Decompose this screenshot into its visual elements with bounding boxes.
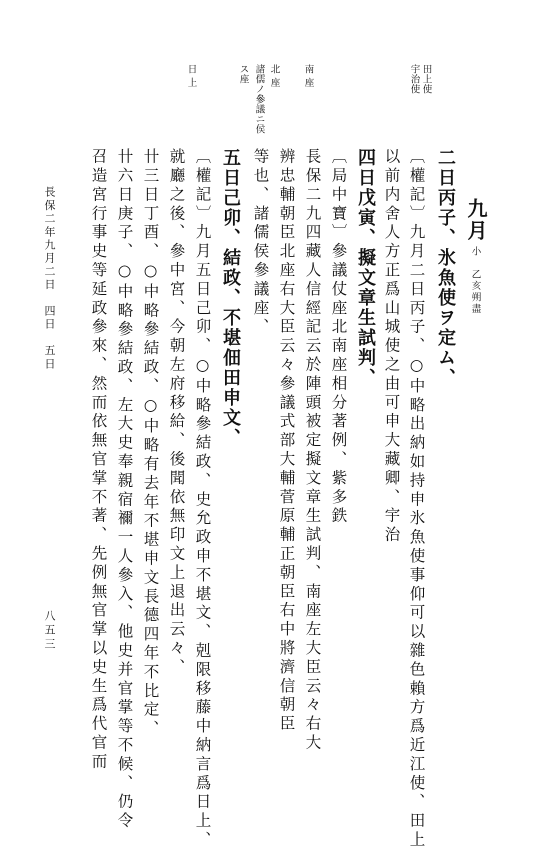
header-note: 田上使 xyxy=(420,64,432,94)
text-column: 就廳之後、參中宮、今朝左府移給、後聞依無印文上退出云々、 xyxy=(167,148,186,678)
entry-heading: 二日丙子、氷魚使ヲ定ム、 xyxy=(435,148,456,388)
header-note: 日上 xyxy=(185,64,197,91)
month-note: 小 乙亥朔盡 xyxy=(469,246,481,315)
text-column: 〔權記〕九月五日己卯、○中略參結政、史允政申不堪文、剋限移藤中納言爲日上、 xyxy=(193,148,212,850)
text-column: 等也、諸儒侯參議座、 xyxy=(251,148,270,337)
text-column: 〔權記〕九月二日丙子、○中略出納如持申氷魚使事仰可以雜色賴方爲近江使、田上 xyxy=(407,148,426,850)
text-column: 卄三日丁酉、○中略參結政、○中略有去年不堪申文長德四年不比定、 xyxy=(141,148,160,739)
header-note: 北座 xyxy=(268,64,280,91)
page-number: 八五三 xyxy=(43,610,56,652)
entry-heading: 四日戊寅、擬文章生試判、 xyxy=(355,148,376,388)
text-column: 卄六日庚子、○中略參結政、左大史奉親宿禰一人參入、他史并官掌等不候、仍令 xyxy=(115,148,134,831)
text-column: 召造宮行事史等延政參來、然而依無官掌不著、先例無官掌以史生爲代官而 xyxy=(89,148,108,772)
month-heading: 九月 xyxy=(464,198,488,242)
text-column: 長保二九四藏人信經記云於陣頭被定擬文章生試判、南座左大臣云々右大 xyxy=(303,148,322,753)
header-note: 諸儒ノ參議ニ侯 xyxy=(253,64,265,134)
text-column: 〔局中寶〕參議仗座北南座相分著例、紫多鉄 xyxy=(329,148,348,526)
header-note: 宇治使 xyxy=(408,64,420,94)
text-column: 以前内舍人方正爲山城使之由可申大藏卿、宇治 xyxy=(382,148,401,545)
entry-heading: 五日己卯、結政、不堪佃田申文、 xyxy=(220,148,241,448)
header-note: ス座 xyxy=(237,64,249,84)
running-head: 長保二年九月二日 四日 五日 xyxy=(43,186,56,371)
text-column: 辨忠輔朝臣北座右大臣云々參議式部大輔菅原輔正朝臣右中將濟信朝臣 xyxy=(277,148,296,734)
header-note: 南座 xyxy=(302,64,314,91)
